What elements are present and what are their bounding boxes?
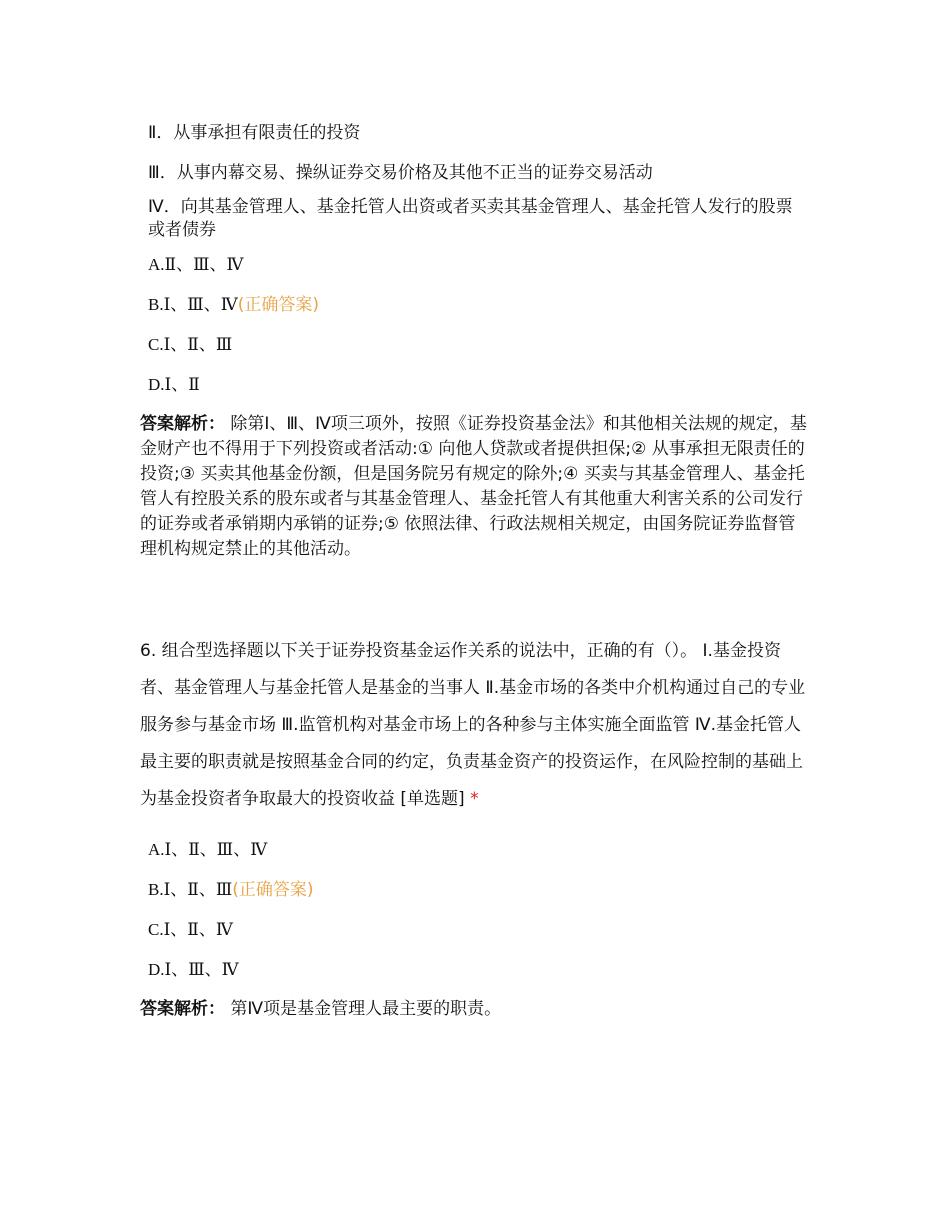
q5-statement-3: Ⅲ．从事内幕交易、操纵证券交易价格及其他不正当的证券交易活动	[148, 163, 653, 183]
q5-option-c	[148, 334, 820, 356]
option-text: Ⅰ、Ⅲ、Ⅳ	[163, 295, 238, 314]
explanation-label: 答案解析：	[140, 999, 225, 1019]
option-text: Ⅱ、Ⅲ、Ⅳ	[164, 255, 244, 274]
option-letter: C.	[148, 335, 164, 354]
correct-answer-tag: (正确答案)	[237, 295, 319, 315]
question-text: 6. 组合型选择题以下关于证券投资基金运作关系的说法中，正确的有（）。 Ⅰ.基金投资者、基金管理人与基金托管人是基金的当事人 Ⅱ.基金市场的各类中介机构通过自己的专业服务参与基金市场 Ⅲ.监管机构对基金市场上的各种参与主体实施全面监管 Ⅳ.基金托管人最主要的职责就是按照基金合同的约定，负责基金资产的投资运作，在风险控制的基础上为基金投资者争取最大的投资收益 [单选题]	[140, 641, 806, 809]
q5-statement-4: Ⅳ．向其基金管理人、基金托管人出资或者买卖其基金管理人、基金托管人发行的股票或者债券	[148, 197, 793, 240]
option-letter: B.	[148, 295, 164, 314]
q5-explanation	[140, 412, 812, 562]
q6-option-a	[148, 839, 820, 861]
q6-question	[140, 633, 808, 818]
option-letter: A.	[148, 840, 165, 859]
q5-option-d	[148, 374, 820, 396]
q6-option-d	[148, 959, 820, 981]
q5-statement-2: Ⅱ．从事承担有限责任的投资	[148, 123, 361, 143]
option-letter: C.	[148, 920, 164, 939]
option-text: Ⅰ、Ⅱ、Ⅳ	[163, 920, 233, 939]
explanation-label: 答案解析：	[140, 414, 225, 434]
option-text: Ⅰ、Ⅲ、Ⅳ	[164, 960, 239, 979]
option-letter: D.	[148, 960, 165, 979]
option-letter: B.	[148, 880, 164, 899]
q6-option-b	[148, 879, 820, 901]
option-text: Ⅰ、Ⅱ、Ⅲ	[163, 880, 233, 899]
correct-answer-tag: (正确答案)	[232, 880, 314, 900]
q6-option-c	[148, 919, 820, 941]
option-letter: D.	[148, 375, 165, 394]
q5-option-b	[148, 294, 820, 316]
q6-explanation	[140, 997, 812, 1022]
explanation-text: 除第Ⅰ、Ⅲ、Ⅳ项三项外，按照《证券投资基金法》和其他相关法规的规定，基金财产也不得用于下列投资或者活动:① 向他人贷款或者提供担保;② 从事承担无限责任的投资;③ 买卖其他基金份额，但是国务院另有规定的除外;④ 买卖与其基金管理人、基金托管人有控股关系的股东或者与其基金管理人、基金托管人有其他重大利害关系的公司发行的证券或者承销期内承销的证券;⑤ 依照法律、行政法规相关规定，由国务院证券监督管理机构规定禁止的其他活动。	[140, 414, 807, 559]
option-letter: A.	[148, 255, 165, 274]
q5-option-a	[148, 254, 820, 276]
option-text: Ⅰ、Ⅱ、Ⅲ	[163, 335, 233, 354]
option-text: Ⅰ、Ⅱ、Ⅲ、Ⅳ	[164, 840, 268, 859]
explanation-text: 第Ⅳ项是基金管理人最主要的职责。	[230, 999, 502, 1019]
option-text: Ⅰ、Ⅱ	[164, 375, 200, 394]
required-mark: *	[470, 789, 479, 809]
